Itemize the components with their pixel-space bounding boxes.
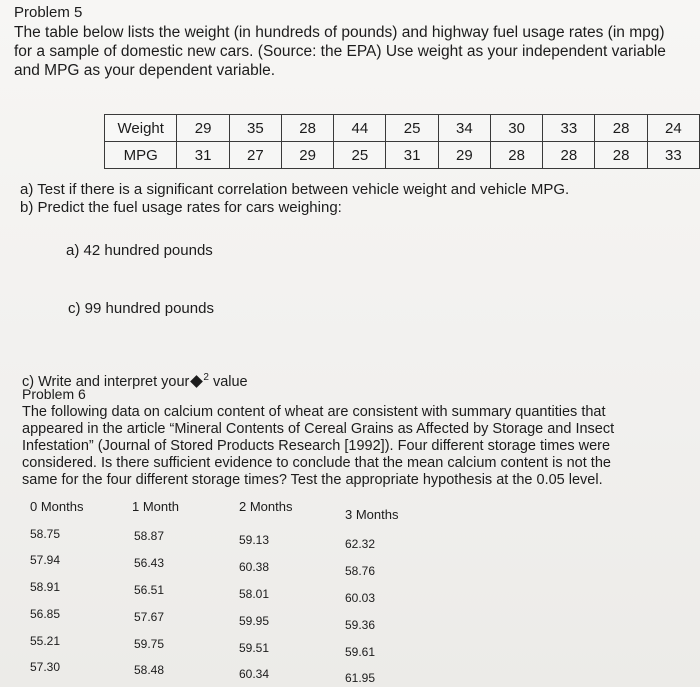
question-a: a) Test if there is a significant correlation between vehicle weight and vehicle MPG. (20, 181, 570, 198)
problem5-intro (14, 23, 694, 80)
data-cell: 60.03 (345, 591, 376, 605)
problem6-text (22, 404, 682, 489)
data-cell: 56.51 (134, 583, 165, 597)
data-cell: 61.95 (345, 671, 376, 685)
data-cell: 57.94 (30, 553, 61, 567)
data-cell: 55.21 (30, 634, 61, 648)
data-cell: 60.34 (239, 667, 270, 681)
data-cell: 56.43 (134, 556, 165, 570)
mpg-cell: 27 (229, 142, 281, 169)
column-header: 0 Months (30, 499, 84, 514)
data-cell: 59.13 (239, 533, 270, 547)
weight-cell: 30 (490, 115, 542, 142)
question-b-c: c) 99 hundred pounds (68, 300, 214, 317)
question-c-prefix: c) Write and interpret your (22, 373, 190, 390)
weight-cell: 29 (177, 115, 229, 142)
question-c-suffix: value (212, 373, 248, 390)
column-header: 2 Months (239, 499, 293, 514)
data-cell: 58.76 (345, 564, 376, 578)
column-header: 3 Months (345, 507, 399, 522)
data-cell: 60.38 (239, 560, 270, 574)
problem6-title: Problem 6 (22, 386, 86, 402)
column-header: 1 Month (132, 499, 179, 514)
row-label-mpg: MPG (105, 142, 177, 169)
weight-cell: 35 (229, 115, 281, 142)
data-cell: 62.32 (345, 537, 376, 551)
data-cell: 59.61 (345, 645, 376, 659)
data-cell: 58.91 (30, 580, 61, 594)
data-cell: 59.95 (239, 614, 270, 628)
problem5-intro-line: The table below lists the weight (in hundreds of pounds) and highway fuel usage rates (in mpg) (14, 24, 665, 41)
data-cell: 58.87 (134, 529, 165, 543)
mpg-cell: 31 (386, 142, 438, 169)
question-b-a: a) 42 hundred pounds (66, 242, 213, 259)
mpg-cell: 29 (281, 142, 333, 169)
problem5-intro-line: for a sample of domestic new cars. (Source: the EPA) Use weight as your independent variable (14, 43, 666, 60)
mpg-cell: 28 (543, 142, 595, 169)
problem5-title: Problem 5 (14, 4, 83, 21)
data-cell: 56.85 (30, 607, 61, 621)
problem6-text-line: considered. Is there sufficient evidence to conclude that the mean calcium content is not the (22, 455, 611, 471)
table-row-weight (105, 115, 700, 142)
row-label-weight: Weight (105, 115, 177, 142)
problem5-intro-line: and MPG as your dependent variable. (14, 62, 276, 79)
weight-cell: 25 (386, 115, 438, 142)
unknown-symbol-icon (190, 375, 203, 388)
data-cell: 58.75 (30, 527, 61, 541)
question-c-sup: 2 (203, 372, 209, 383)
mpg-cell: 28 (595, 142, 647, 169)
mpg-cell: 33 (647, 142, 699, 169)
data-cell: 59.51 (239, 641, 270, 655)
data-cell: 57.30 (30, 660, 61, 674)
problem6-text-line: appeared in the article “Mineral Contents of Cereal Grains as Affected by Storage and Insect (22, 421, 615, 437)
question-b: b) Predict the fuel usage rates for cars weighing: (20, 199, 342, 216)
data-cell: 58.48 (134, 663, 165, 677)
weight-cell: 44 (334, 115, 386, 142)
mpg-cell: 29 (438, 142, 490, 169)
weight-cell: 28 (595, 115, 647, 142)
problem6-text-line: Infestation” (Journal of Stored Products Research [1992]). Four different storage times were (22, 438, 611, 454)
data-cell: 59.36 (345, 618, 376, 632)
weight-mpg-table (104, 114, 700, 169)
problem6-text-line: The following data on calcium content of wheat are consistent with summary quantities that (22, 404, 606, 420)
table-row-mpg (105, 142, 700, 169)
weight-cell: 24 (647, 115, 699, 142)
data-cell: 57.67 (134, 610, 165, 624)
mpg-cell: 31 (177, 142, 229, 169)
data-cell: 59.75 (134, 637, 165, 651)
weight-cell: 33 (543, 115, 595, 142)
data-cell: 58.01 (239, 587, 270, 601)
problem6-text-line: same for the four different storage times? Test the appropriate hypothesis at the 0.05 level. (22, 472, 603, 488)
mpg-cell: 25 (334, 142, 386, 169)
weight-cell: 34 (438, 115, 490, 142)
mpg-cell: 28 (490, 142, 542, 169)
weight-cell: 28 (281, 115, 333, 142)
